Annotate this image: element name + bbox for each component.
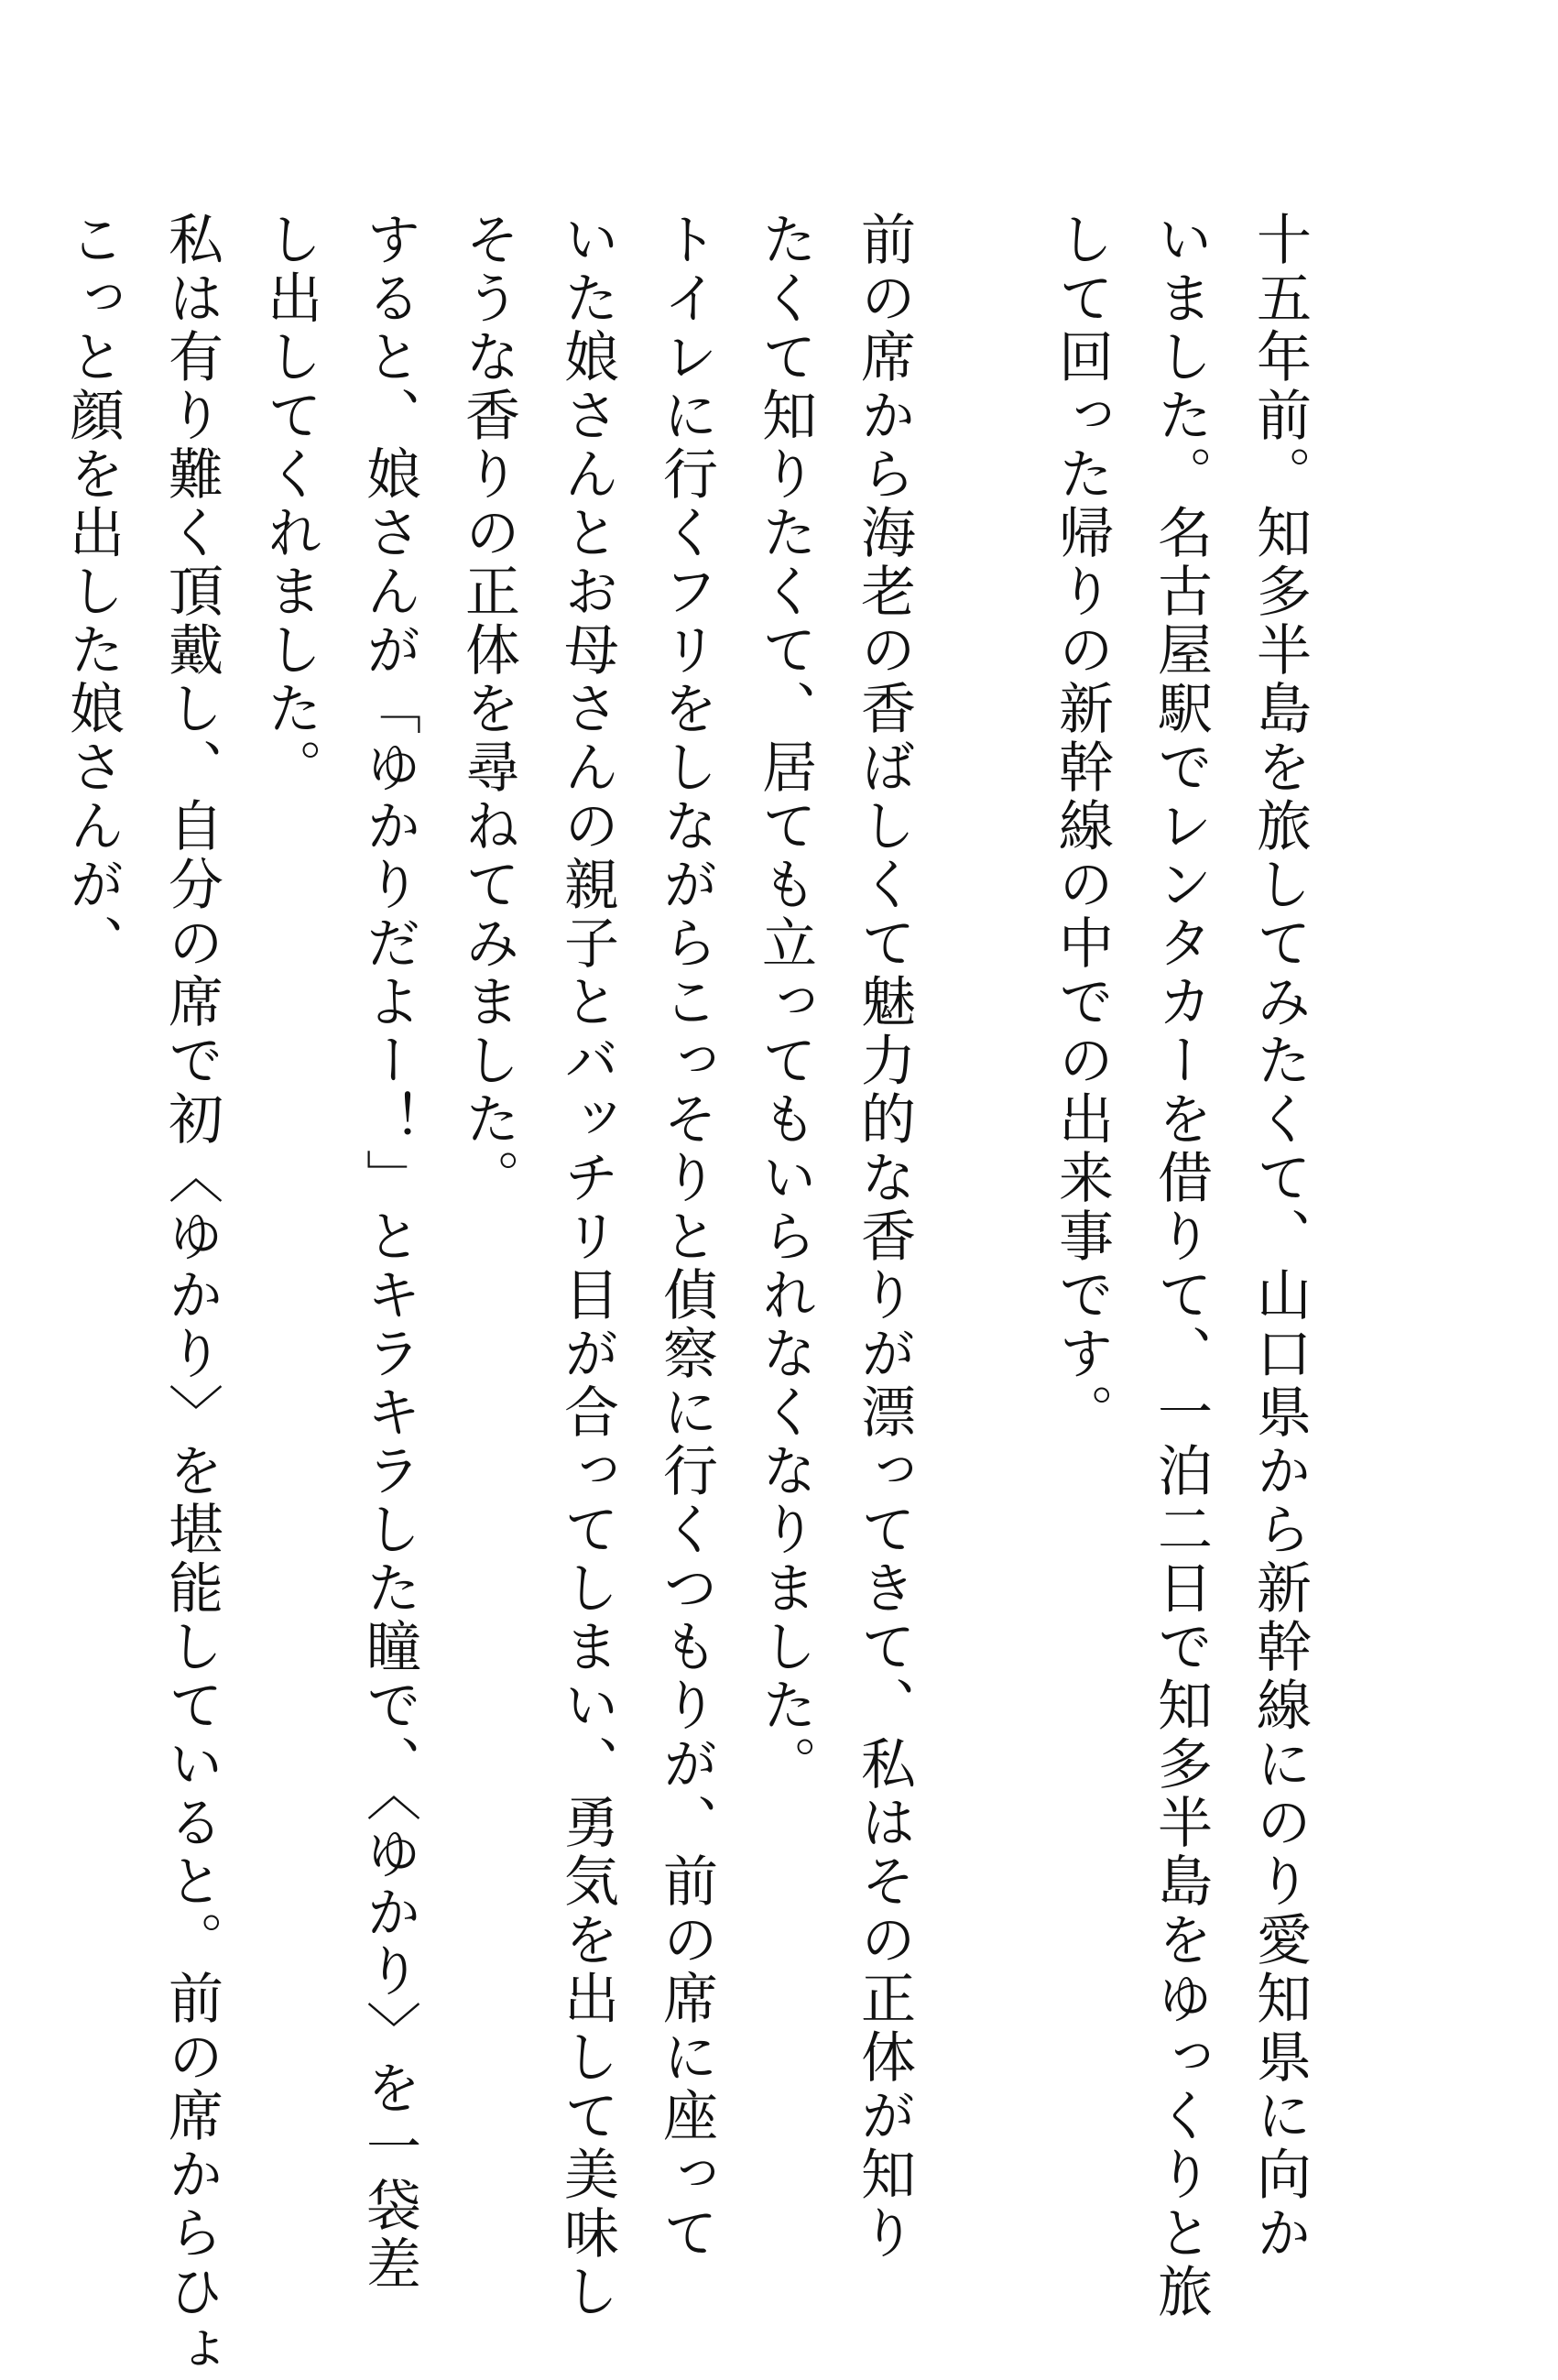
text-line: し出してくれました。 — [258, 211, 322, 797]
text-line: して回った帰りの新幹線の中での出来事です。 — [1050, 211, 1114, 1442]
text-line: 前の席から海老の香ばしくて魅力的な香りが漂ってきて、私はその正体が知り — [852, 211, 916, 2263]
text-line: いた娘さんとお母さんの親子とバッチリ目が合ってしまい、勇気を出して美味し — [555, 211, 619, 2321]
vertical-text-body — [43, 211, 1329, 2380]
text-line: トイレに行くフリをしながらこっそりと偵察に行くつもりが、前の席に座って — [654, 211, 718, 2263]
text-line: 十五年前。知多半島を旅してみたくて、山口県から新幹線にのり愛知県に向か — [1247, 211, 1312, 2263]
paragraph-gap — [933, 211, 1032, 1951]
text-line: こっと顔を出した娘さんが、 — [60, 211, 125, 973]
text-line: 私は有り難く頂戴し、自分の席で初〈ゆかり〉を堪能していると。前の席からひょ — [159, 211, 223, 2380]
text-line: すると、娘さんが「ゆかりだよー！」とキラキラした瞳で、〈ゆかり〉を一袋差 — [357, 211, 421, 2294]
text-line: たくて知りたくて、居ても立ってもいられなくなりました。 — [753, 211, 817, 1794]
text-line: そうな香りの正体を尋ねてみました。 — [456, 211, 520, 1207]
text-line: いました。名古屋駅でレンタカーを借りて、一泊二日で知多半島をゆっくりと旅 — [1149, 211, 1213, 2321]
